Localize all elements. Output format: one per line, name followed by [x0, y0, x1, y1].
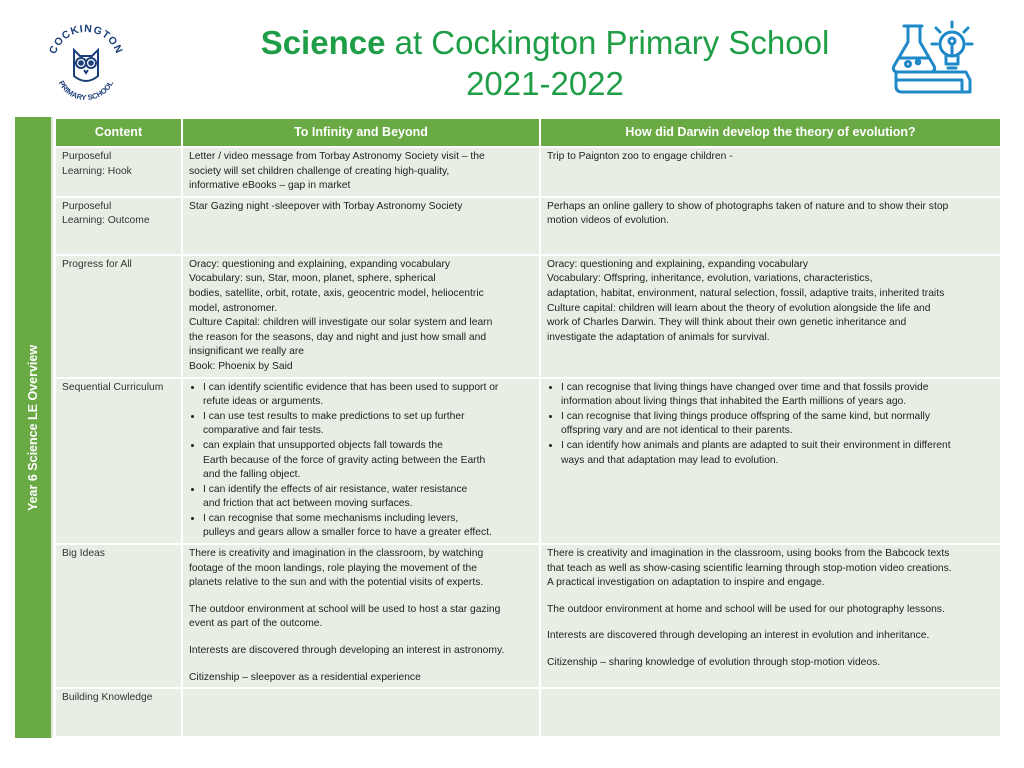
text-line: society will set children challenge of creating high-quality,	[189, 165, 450, 177]
row-label-progress: Progress for All	[55, 255, 182, 378]
cell-progress-col1	[182, 255, 540, 378]
row-label-hook	[55, 147, 182, 197]
text-line: Citizenship – sleepover as a residential experience	[189, 671, 421, 683]
list-item: • I can recognise that living things produce offspring of the same kind, but normally offspring vary and are not identical to their parents.	[561, 410, 994, 439]
row-label-sequential: Sequential Curriculum	[55, 378, 182, 545]
row-label-line: Learning: Hook	[62, 165, 132, 177]
header-topic-2: How did Darwin develop the theory of evolution?	[540, 118, 1001, 147]
cell-building-col1	[182, 688, 540, 737]
text-line: model, astronomer.	[189, 302, 278, 314]
text-line: motion videos of evolution.	[547, 215, 669, 227]
text-line: Culture capital: children will learn about the theory of evolution alongside the life and	[547, 302, 931, 314]
text-line: Vocabulary: Offspring, inheritance, evolution, variations, characteristics,	[547, 273, 873, 285]
text-line: Letter / video message from Torbay Astronomy Society visit – the	[189, 151, 485, 162]
row-hook	[55, 147, 1001, 197]
cell-sequential-col2	[540, 378, 1001, 545]
text-line: Interests are discovered through developing an interest in astronomy.	[189, 645, 505, 657]
row-label-line: Purposeful	[62, 200, 112, 212]
text-line: Oracy: questioning and explaining, expanding vocabulary	[189, 258, 451, 270]
header-content: Content	[55, 118, 182, 147]
text-line: that teach as well as show-casing scientific learning through stop-motion video creations.	[547, 562, 952, 574]
text-line: Oracy: questioning and explaining, expanding vocabulary	[547, 258, 809, 270]
text-line: footage of the moon landings, role playing the movement of the	[189, 562, 477, 574]
side-banner-label: Year 6 Science LE Overview	[26, 344, 40, 511]
row-label-big-ideas: Big Ideas	[55, 544, 182, 688]
text-line: adaptation, habitat, environment, natural selection, fossil, adaptive traits, inherited traits	[547, 287, 945, 299]
logo-text-top: COCKINGTON	[46, 22, 126, 56]
row-label-line: Purposeful	[62, 151, 112, 162]
text-line: A practical investigation on adaptation to inspire and engage.	[547, 577, 825, 589]
svg-text:COCKINGTON	[47, 23, 125, 56]
text-line: Citizenship – sharing knowledge of evolution through stop-motion videos.	[547, 657, 881, 669]
text-line: The outdoor environment at home and school will be used for our photography lessons.	[547, 603, 945, 615]
cell-big-ideas-col2	[540, 544, 1001, 688]
text-line: There is creativity and imagination in the classroom, using books from the Babcock texts	[547, 548, 950, 560]
row-progress	[55, 255, 1001, 378]
list-item: • I can recognise that living things have changed over time and that fossils provide information about living things that inhabited the Earth millions of years ago.	[561, 381, 994, 410]
owl-icon	[74, 50, 98, 81]
cell-big-ideas-col1	[182, 544, 540, 688]
text-line: Vocabulary: sun, Star, moon, planet, sphere, spherical	[189, 273, 436, 285]
row-label-building-knowledge: Building Knowledge	[55, 688, 182, 737]
text-line: The outdoor environment at school will be used to host a star gazing	[189, 603, 501, 615]
cell-outcome-col1: Star Gazing night -sleepover with Torbay Astronomy Society	[182, 197, 540, 255]
text-line: Culture Capital: children will investigate our solar system and learn	[189, 317, 493, 329]
cell-hook-col2: Trip to Paignton zoo to engage children -	[540, 147, 1001, 197]
overview-table	[54, 117, 1002, 738]
text-line: investigate the adaptation of animals for survival.	[547, 331, 770, 343]
list-item: • I can use test results to make predictions to set up further comparative and fair tests.	[203, 410, 533, 439]
row-building-knowledge	[55, 688, 1001, 737]
text-line: event as part of the outcome.	[189, 618, 323, 630]
cell-outcome-col2	[540, 197, 1001, 255]
side-banner	[15, 117, 53, 738]
row-outcome	[55, 197, 1001, 255]
text-line: work of Charles Darwin. They will think about their own genetic inheritance and	[547, 317, 907, 329]
row-sequential	[55, 378, 1001, 545]
text-line: Book: Phoenix by Said	[189, 360, 293, 372]
page-subtitle: 2021-2022	[466, 65, 624, 103]
science-flask-bulb-book-icon	[886, 14, 982, 110]
logo-text-bottom: PRIMARY SCHOOL	[56, 79, 116, 103]
list-item: • I can identify the effects of air resistance, water resistance and friction that act between moving surfaces.	[203, 483, 533, 512]
text-line: Perhaps an online gallery to show of photographs taken of nature and to show their stop	[547, 200, 949, 212]
text-line: the reason for the seasons, day and night and just how small and	[189, 331, 487, 343]
title-rest: at Cockington Primary School	[385, 24, 830, 61]
text-line: There is creativity and imagination in the classroom, by watching	[189, 548, 484, 560]
text-line: informative eBooks – gap in market	[189, 180, 351, 192]
list-item: • I can identify how animals and plants are adapted to suit their environment in different ways and that adaptation may lead to evolution.	[561, 439, 994, 468]
text-line: Interests are discovered through developing an interest in evolution and inheritance.	[547, 630, 930, 642]
text-line: planets relative to the sun and with the potential visits of experts.	[189, 577, 484, 589]
cell-progress-col2	[540, 255, 1001, 378]
header-topic-1: To Infinity and Beyond	[182, 118, 540, 147]
row-label-outcome	[55, 197, 182, 255]
header-row	[55, 118, 1001, 147]
list-item: • I can identify scientific evidence that has been used to support or refute ideas or arguments.	[203, 381, 533, 410]
title-bold: Science	[260, 24, 386, 61]
svg-text:PRIMARY SCHOOL	[57, 79, 115, 102]
cell-sequential-col1	[182, 378, 540, 545]
row-label-line: Learning: Outcome	[62, 215, 150, 227]
cell-building-col2	[540, 688, 1001, 737]
text-line: bodies, satellite, orbit, rotate, axis, geocentric model, heliocentric	[189, 287, 484, 299]
list-item: • can explain that unsupported objects fall towards the Earth because of the force of gravity acting between the Earth and the falling object.	[203, 439, 533, 483]
row-big-ideas	[55, 544, 1001, 688]
list-item: • I can recognise that some mechanisms including levers, pulleys and gears allow a smaller force to have a greater effect.	[203, 512, 533, 541]
cell-hook-col1	[182, 147, 540, 197]
school-logo	[42, 18, 130, 106]
page-title	[200, 22, 890, 105]
text-line: insignificant we really are	[189, 346, 305, 358]
